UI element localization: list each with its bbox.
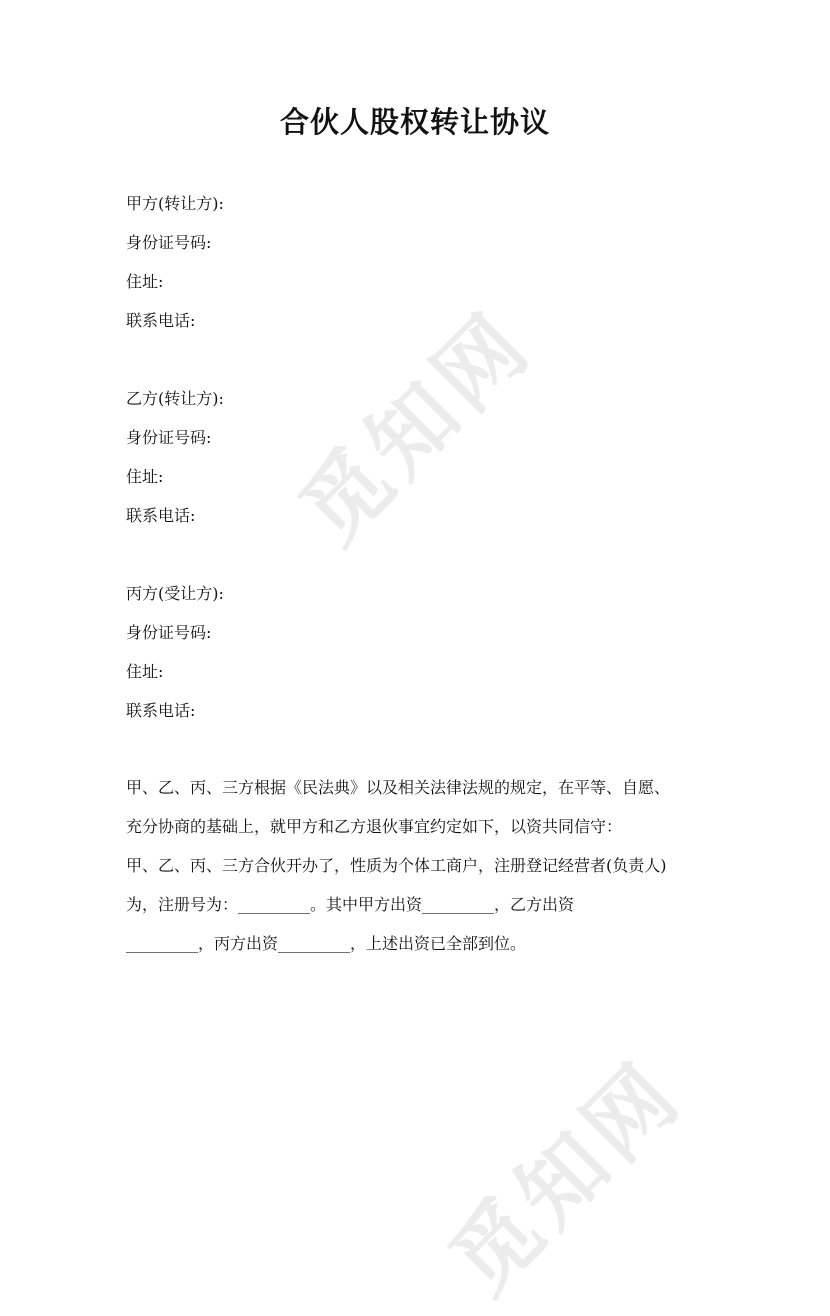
- watermark: 觅知网: [280, 291, 552, 563]
- id-number-label: 身份证号码:: [126, 233, 212, 252]
- phone-label: 联系电话:: [126, 506, 196, 525]
- body-line: 充分协商的基础上，就甲方和乙方退伙事宜约定如下，以资共同信守：: [126, 817, 623, 836]
- address-label: 住址:: [126, 467, 164, 486]
- party-role: 甲方(转让方):: [126, 194, 224, 213]
- party-b-block: [126, 388, 726, 544]
- document-title: 合伙人股权转让协议: [279, 105, 550, 139]
- party-a-block: [126, 193, 726, 349]
- body-line: 甲、乙、丙、三方合伙开办了，性质为个体工商户，注册登记经营者(负责人): [126, 856, 667, 875]
- watermark: 觅知网: [430, 1041, 702, 1313]
- id-number-label: 身份证号码:: [126, 623, 212, 642]
- address-label: 住址:: [126, 662, 164, 681]
- party-role: 丙方(受让方):: [126, 584, 224, 603]
- id-number-label: 身份证号码:: [126, 428, 212, 447]
- body-line: 甲、乙、丙、三方根据《民法典》以及相关法律法规的规定，在平等、自愿、: [126, 778, 671, 797]
- body-line: 为，注册号为：_________。其中甲方出资_________，乙方出资: [126, 895, 575, 914]
- phone-label: 联系电话:: [126, 701, 196, 720]
- party-c-block: [126, 583, 726, 739]
- agreement-body: [126, 777, 706, 972]
- body-line: _________，丙方出资_________，上述出资已全部到位。: [126, 934, 527, 953]
- address-label: 住址:: [126, 272, 164, 291]
- party-role: 乙方(转让方):: [126, 389, 224, 408]
- phone-label: 联系电话:: [126, 311, 196, 330]
